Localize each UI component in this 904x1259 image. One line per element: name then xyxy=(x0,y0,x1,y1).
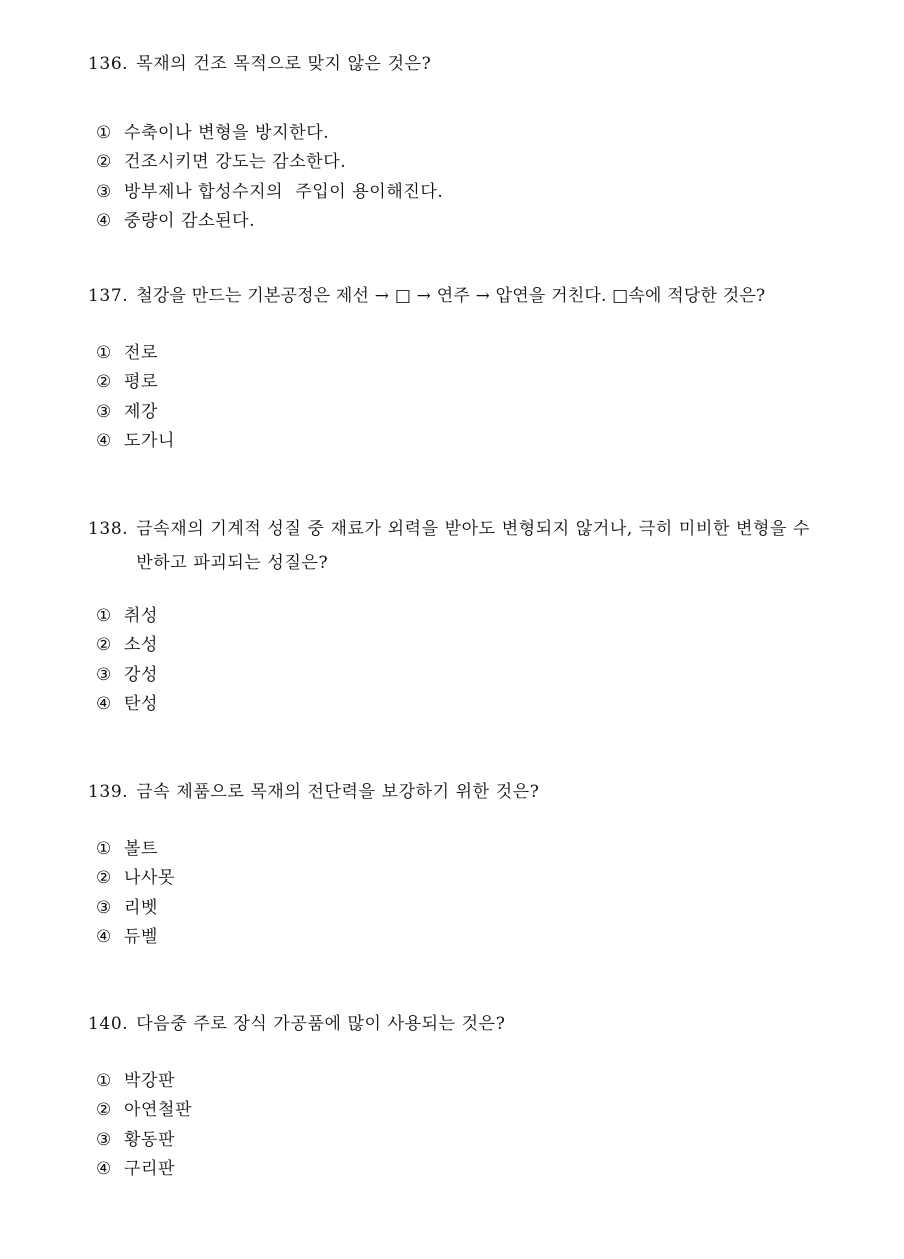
option-1[interactable] xyxy=(96,119,828,148)
question-136 xyxy=(88,48,828,236)
option-text: 평로 xyxy=(124,372,159,393)
option-2[interactable] xyxy=(96,1096,828,1125)
option-number: ① xyxy=(96,343,112,363)
option-text: 중량이 감소된다. xyxy=(124,210,256,231)
option-number: ④ xyxy=(96,430,112,451)
option-list xyxy=(96,835,828,952)
question-number: 139. xyxy=(88,782,129,802)
option-4[interactable] xyxy=(96,207,828,236)
option-text: 강성 xyxy=(124,664,159,685)
option-3[interactable] xyxy=(96,661,823,690)
option-2[interactable] xyxy=(96,368,848,397)
option-2[interactable] xyxy=(96,148,828,177)
option-text: 나사못 xyxy=(124,868,176,889)
question-number: 138. xyxy=(88,519,129,539)
option-2[interactable] xyxy=(96,864,828,893)
option-3[interactable] xyxy=(96,178,828,207)
question-text: 금속 제품으로 목재의 전단력을 보강하기 위한 것은? xyxy=(136,782,540,802)
question-138 xyxy=(88,512,823,719)
question-text: 금속재의 기계적 성질 중 재료가 외력을 받아도 변형되지 않거나, 극히 미비한 변형을 수반하고 파괴되는 성질은? xyxy=(136,519,811,573)
question-stem xyxy=(88,280,848,313)
question-stem xyxy=(88,1008,828,1041)
question-number: 140. xyxy=(88,1014,129,1034)
option-4[interactable] xyxy=(96,690,823,719)
question-number: 136. xyxy=(88,54,129,74)
option-number: ③ xyxy=(96,897,112,918)
option-number: ② xyxy=(96,372,112,393)
option-4[interactable] xyxy=(96,427,848,456)
option-number: ④ xyxy=(96,926,112,947)
option-number: ④ xyxy=(96,210,112,231)
option-2[interactable] xyxy=(96,631,823,660)
question-stem xyxy=(88,776,828,809)
option-number: ② xyxy=(96,152,112,173)
option-text: 소성 xyxy=(124,635,159,656)
question-text: 철강을 만드는 기본공정은 제선 → □ → 연주 → 압연을 거친다. □속에 적당한 것은? xyxy=(136,286,766,306)
option-number: ① xyxy=(96,606,112,626)
option-list xyxy=(96,1067,828,1184)
option-text: 박강판 xyxy=(124,1071,176,1091)
question-text: 다음중 주로 장식 가공품에 많이 사용되는 것은? xyxy=(136,1014,506,1034)
option-1[interactable] xyxy=(96,1067,828,1096)
question-stem xyxy=(88,48,828,81)
option-number: ④ xyxy=(96,693,112,714)
option-text: 건조시키면 강도는 감소한다. xyxy=(124,152,347,173)
option-1[interactable] xyxy=(96,339,848,368)
option-3[interactable] xyxy=(96,1126,828,1155)
option-text: 수축이나 변형을 방지한다. xyxy=(124,123,330,143)
option-text: 황동판 xyxy=(124,1129,176,1150)
option-text: 아연철판 xyxy=(124,1100,193,1121)
option-text: 도가니 xyxy=(124,430,176,451)
question-stem xyxy=(88,512,823,580)
option-1[interactable] xyxy=(96,602,823,631)
option-text: 방부제나 합성수지의 주입이 용이해진다. xyxy=(124,181,444,202)
option-list xyxy=(96,602,823,719)
option-text: 리벳 xyxy=(124,897,159,918)
option-4[interactable] xyxy=(96,1155,828,1184)
option-number: ③ xyxy=(96,401,112,422)
option-text: 듀벨 xyxy=(124,926,159,947)
option-3[interactable] xyxy=(96,894,828,923)
option-number: ③ xyxy=(96,1129,112,1150)
option-text: 볼트 xyxy=(124,839,159,859)
option-number: ① xyxy=(96,1071,112,1091)
option-number: ② xyxy=(96,1100,112,1121)
option-text: 탄성 xyxy=(124,693,159,714)
option-text: 취성 xyxy=(124,606,159,626)
question-140 xyxy=(88,1008,828,1184)
option-list xyxy=(96,119,828,236)
question-139 xyxy=(88,776,828,952)
option-number: ② xyxy=(96,868,112,889)
option-list xyxy=(96,339,848,456)
option-text: 제강 xyxy=(124,401,159,422)
question-137 xyxy=(88,280,848,456)
option-1[interactable] xyxy=(96,835,828,864)
option-number: ③ xyxy=(96,664,112,685)
option-number: ② xyxy=(96,635,112,656)
option-text: 구리판 xyxy=(124,1158,176,1179)
option-number: ① xyxy=(96,123,112,143)
option-number: ④ xyxy=(96,1158,112,1179)
option-number: ① xyxy=(96,839,112,859)
option-4[interactable] xyxy=(96,923,828,952)
option-3[interactable] xyxy=(96,398,848,427)
question-text: 목재의 건조 목적으로 맞지 않은 것은? xyxy=(136,54,432,74)
option-text: 전로 xyxy=(124,343,159,363)
question-number: 137. xyxy=(88,286,129,306)
option-number: ③ xyxy=(96,181,112,202)
